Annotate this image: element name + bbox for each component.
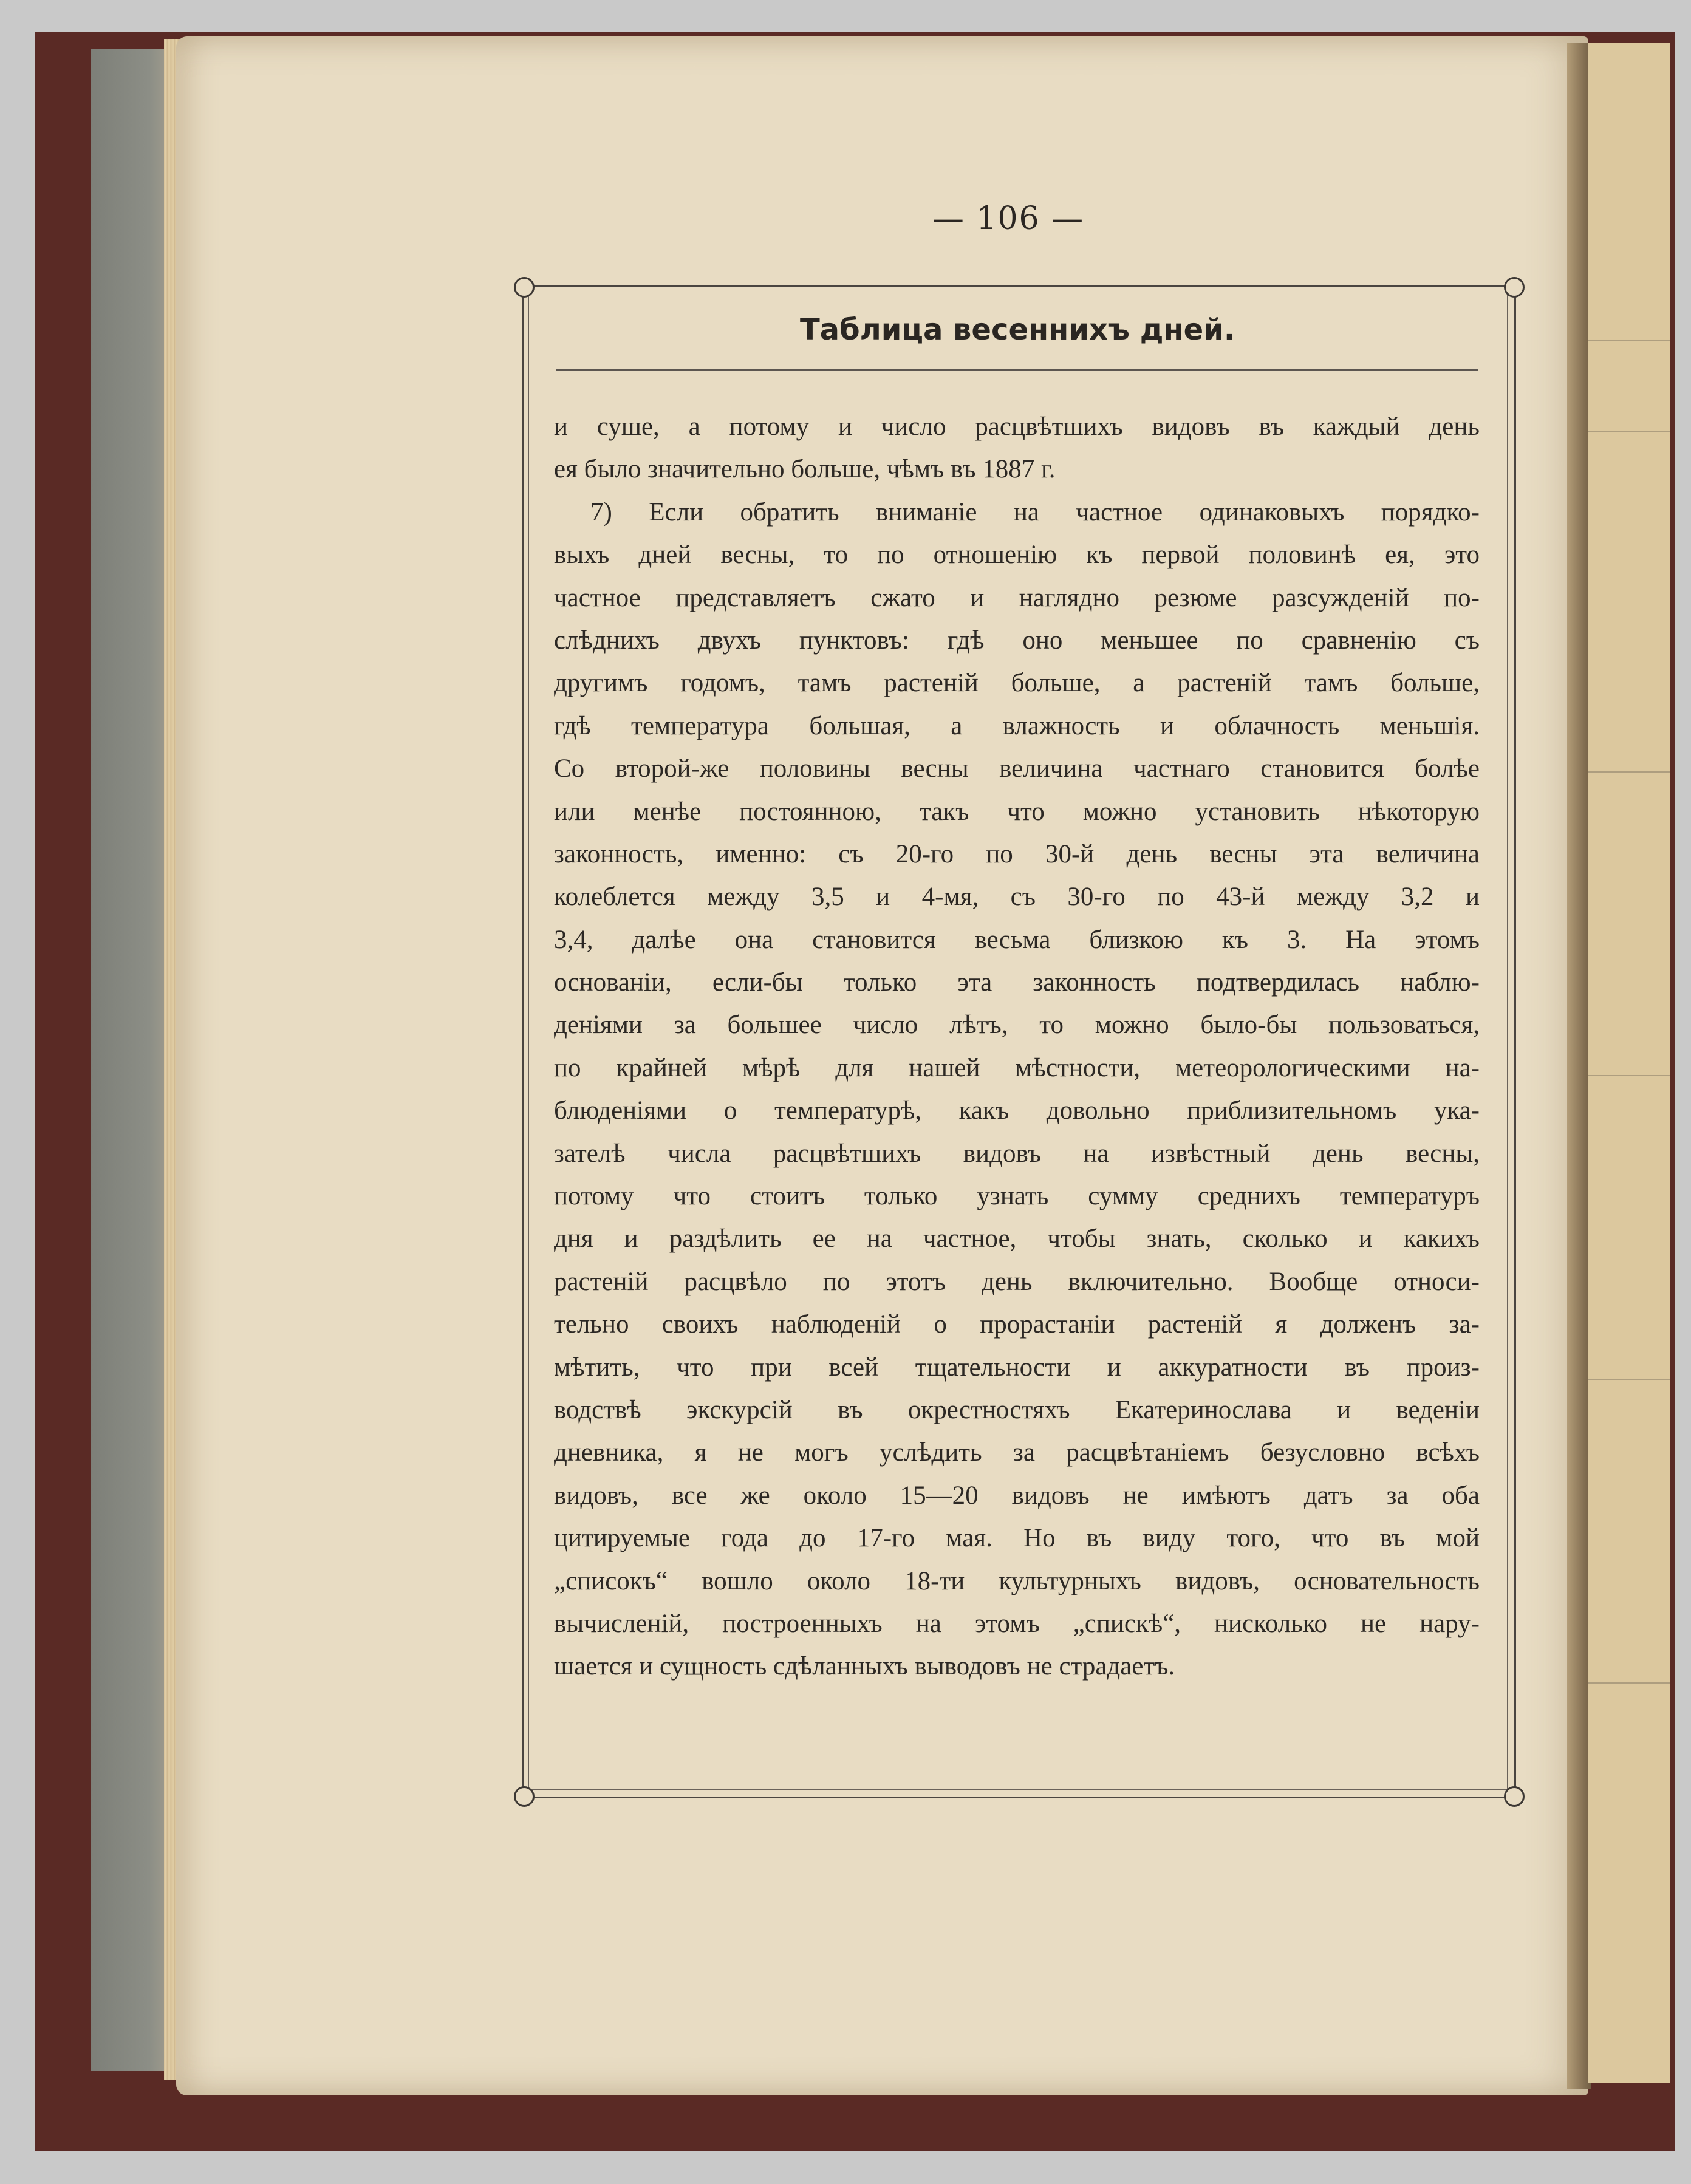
frame-corner-ornament: [514, 1786, 535, 1807]
text-line: частное представляетъ сжато и наглядно резюме разсужденій по-: [554, 583, 1480, 612]
facing-page-edge: [1588, 43, 1670, 2083]
frame-corner-ornament: [1504, 277, 1525, 298]
text-line: потому что стоитъ только узнать сумму среднихъ температуръ: [554, 1182, 1480, 1211]
text-line: слѣднихъ двухъ пунктовъ: гдѣ оно меньшее по сравненію съ: [554, 626, 1480, 655]
text-line: и суше, а потому и число расцвѣтшихъ видовъ въ каждый день: [554, 412, 1480, 441]
text-line: мѣтить, что при всей тщательности и аккуратности въ произ-: [554, 1353, 1480, 1382]
frame-corner-ornament: [514, 277, 535, 298]
text-line: растеній расцвѣло по этотъ день включительно. Вообще относи-: [554, 1267, 1480, 1296]
text-line: другимъ годомъ, тамъ растеній больше, а растеній тамъ больше,: [554, 669, 1480, 698]
page-number: — 106 —: [932, 200, 1085, 237]
text-line: водствѣ экскурсій въ окрестностяхъ Екатеринослава и веденіи: [554, 1395, 1480, 1424]
text-line: дневника, я не могъ услѣдить за расцвѣтаніемъ безусловно всѣхъ: [554, 1438, 1480, 1467]
text-line: шается и сущность сдѣланныхъ выводовъ не страдаетъ.: [554, 1652, 1175, 1681]
heading-rule: [556, 369, 1478, 371]
text-line: деніями за большее число лѣтъ, то можно было-бы пользоваться,: [554, 1011, 1480, 1040]
text-line: Со второй-же половины весны величина частнаго становится болѣе: [554, 754, 1480, 783]
text-line: основаніи, если-бы только эта законность подтвердилась наблю-: [554, 968, 1480, 997]
text-line: выхъ дней весны, то по отношенію къ первой половинѣ ея, это: [554, 541, 1480, 570]
frame-corner-ornament: [1504, 1786, 1525, 1807]
text-line: ея было значительно больше, чѣмъ въ 1887 г.: [554, 455, 1056, 484]
table-heading: Таблица весеннихъ дней.: [799, 313, 1235, 347]
book-gutter: [1567, 43, 1591, 2089]
text-line: вычисленій, построенныхъ на этомъ „спискѣ“, нисколько не нару-: [554, 1609, 1480, 1638]
text-line: законность, именно: съ 20-го по 30-й день весны эта величина: [554, 839, 1480, 868]
text-line: по крайней мѣрѣ для нашей мѣстности, метеорологическими на-: [554, 1053, 1480, 1082]
text-line: зателѣ числа расцвѣтшихъ видовъ на извѣстный день весны,: [554, 1139, 1480, 1168]
text-line: 7) Если обратить вниманіе на частное одинаковыхъ порядко-: [590, 497, 1480, 527]
text-line: 3,4, далѣе она становится весьма близкою къ 3. На этомъ: [554, 925, 1480, 954]
text-line: гдѣ температура большая, а влажность и облачность меньшія.: [554, 711, 1480, 740]
body-text: [554, 406, 1480, 1688]
text-line: видовъ, все же около 15—20 видовъ не имѣютъ датъ за оба: [554, 1481, 1480, 1510]
text-line: колеблется между 3,5 и 4-мя, съ 30-го по 43-й между 3,2 и: [554, 882, 1480, 912]
text-line: дня и раздѣлить ее на частное, чтобы знать, сколько и какихъ: [554, 1224, 1480, 1254]
text-line: цитируемые года до 17-го мая. Но въ виду того, что въ мой: [554, 1524, 1480, 1553]
text-line: или менѣе постоянною, такъ что можно установить нѣкоторую: [554, 797, 1480, 826]
text-line: тельно своихъ наблюденій о прорастаніи растеній я долженъ за-: [554, 1310, 1480, 1339]
text-line: „списокъ“ вошло около 18-ти культурныхъ видовъ, основательность: [554, 1566, 1480, 1595]
text-line: блюденіями о температурѣ, какъ довольно приблизительномъ ука-: [554, 1096, 1480, 1125]
